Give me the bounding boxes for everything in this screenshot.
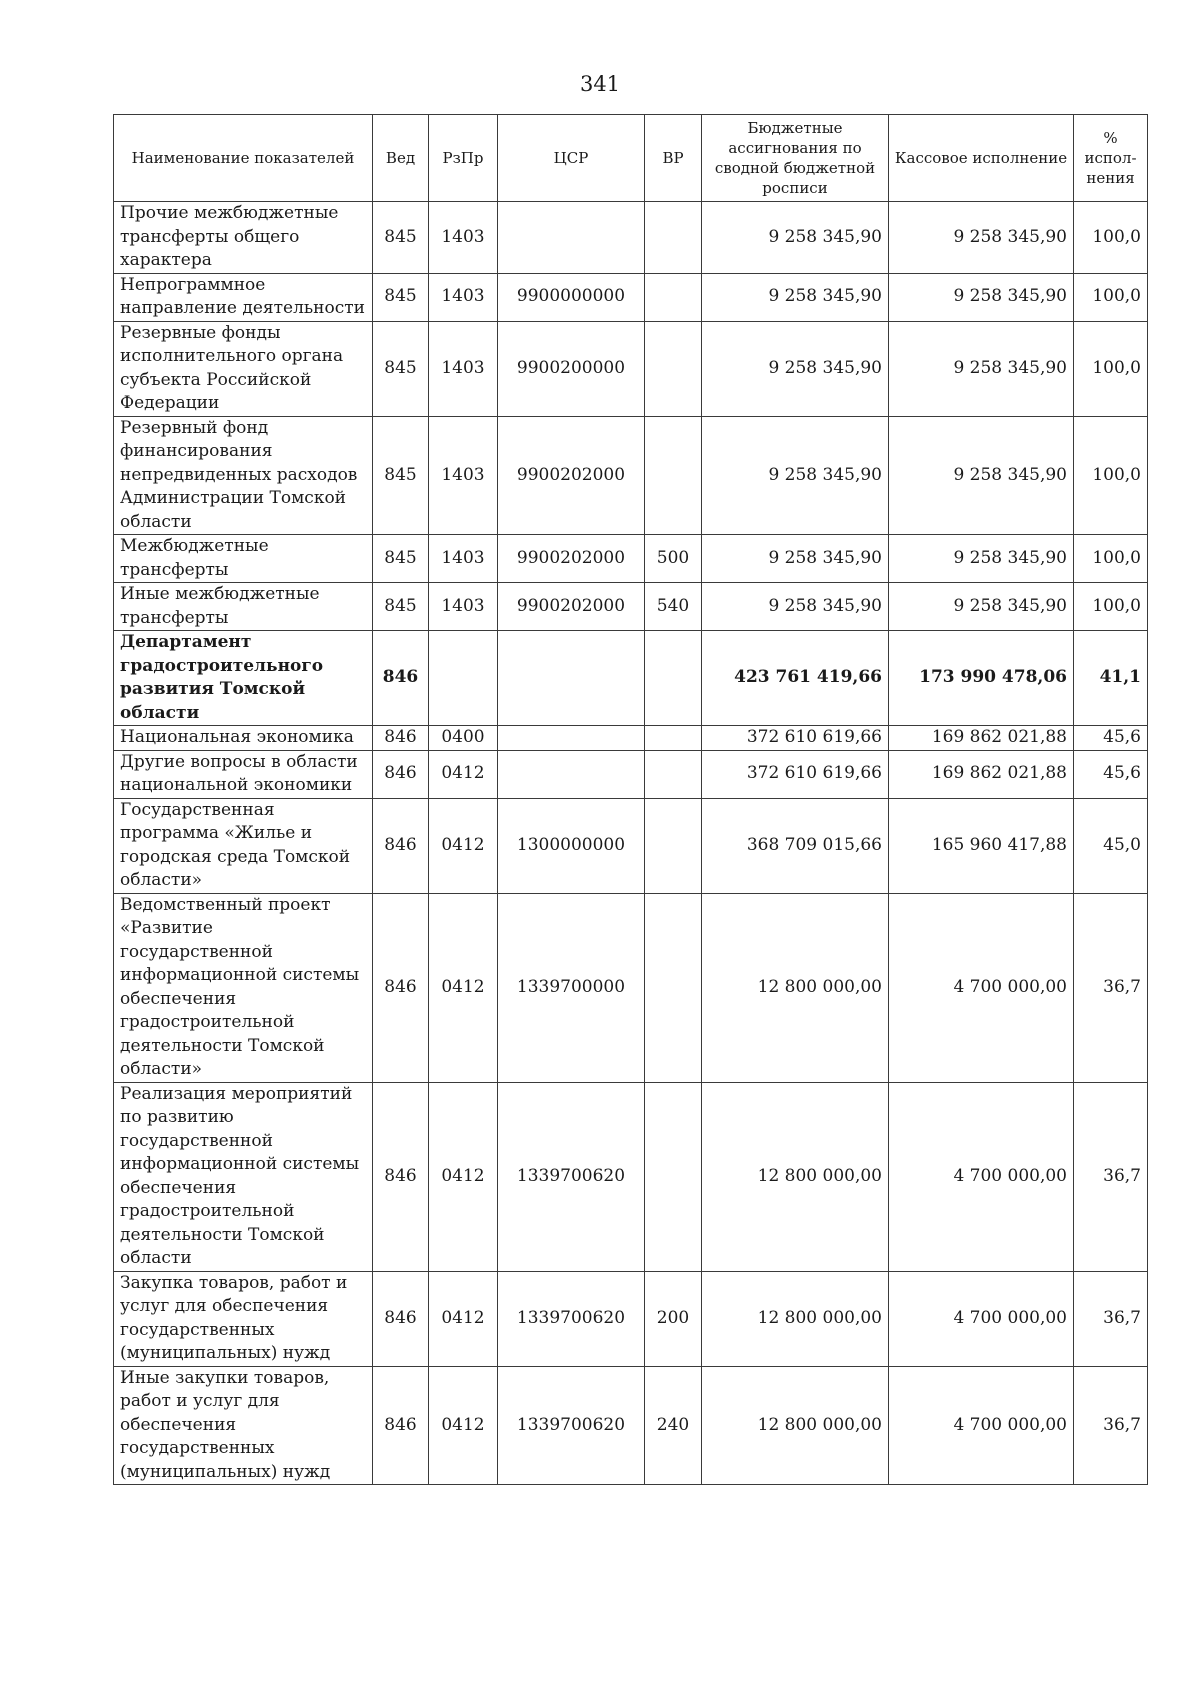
cell-percent: 100,0 — [1074, 416, 1148, 535]
cell-ved: 845 — [373, 416, 429, 535]
cell-rzpr: 1403 — [429, 202, 498, 274]
cell-vr — [645, 750, 702, 798]
cell-name: Прочие межбюджетные трансферты общего характера — [114, 202, 373, 274]
cell-rzpr: 0412 — [429, 1271, 498, 1366]
cell-assignments: 12 800 000,00 — [702, 893, 889, 1082]
table-row — [114, 1082, 1148, 1271]
cell-csr: 1339700620 — [498, 1082, 645, 1271]
cell-percent: 36,7 — [1074, 893, 1148, 1082]
cell-rzpr: 1403 — [429, 416, 498, 535]
table-row — [114, 1271, 1148, 1366]
cell-rzpr — [429, 631, 498, 726]
cell-vr: 500 — [645, 535, 702, 583]
cell-ved: 846 — [373, 1366, 429, 1485]
cell-cash: 165 960 417,88 — [889, 798, 1074, 893]
cell-assignments: 9 258 345,90 — [702, 273, 889, 321]
table-row — [114, 893, 1148, 1082]
cell-assignments: 12 800 000,00 — [702, 1082, 889, 1271]
cell-vr: 240 — [645, 1366, 702, 1485]
cell-csr: 1339700620 — [498, 1271, 645, 1366]
cell-ved: 846 — [373, 893, 429, 1082]
cell-percent: 100,0 — [1074, 321, 1148, 416]
header-ved: Вед — [373, 115, 429, 202]
table-row — [114, 750, 1148, 798]
cell-cash: 169 862 021,88 — [889, 750, 1074, 798]
cell-name: Другие вопросы в области национальной экономики — [114, 750, 373, 798]
cell-name: Резервные фонды исполнительного органа субъекта Российской Федерации — [114, 321, 373, 416]
cell-rzpr: 0412 — [429, 1082, 498, 1271]
cell-rzpr: 1403 — [429, 273, 498, 321]
cell-ved: 845 — [373, 583, 429, 631]
budget-table — [113, 114, 1148, 1485]
cell-rzpr: 0412 — [429, 798, 498, 893]
cell-name: Государственная программа «Жилье и городская среда Томской области» — [114, 798, 373, 893]
cell-ved: 845 — [373, 535, 429, 583]
cell-percent: 36,7 — [1074, 1366, 1148, 1485]
cell-percent: 45,6 — [1074, 726, 1148, 751]
cell-vr — [645, 893, 702, 1082]
cell-cash: 9 258 345,90 — [889, 535, 1074, 583]
cell-vr — [645, 726, 702, 751]
cell-rzpr: 1403 — [429, 321, 498, 416]
cell-assignments: 12 800 000,00 — [702, 1366, 889, 1485]
cell-csr: 1339700000 — [498, 893, 645, 1082]
table-row — [114, 1366, 1148, 1485]
cell-ved: 845 — [373, 273, 429, 321]
cell-name: Иные межбюджетные трансферты — [114, 583, 373, 631]
cell-assignments: 9 258 345,90 — [702, 535, 889, 583]
cell-cash: 4 700 000,00 — [889, 893, 1074, 1082]
cell-ved: 846 — [373, 1082, 429, 1271]
cell-cash: 9 258 345,90 — [889, 273, 1074, 321]
cell-rzpr: 1403 — [429, 583, 498, 631]
cell-ved: 846 — [373, 1271, 429, 1366]
cell-csr — [498, 202, 645, 274]
cell-ved: 846 — [373, 798, 429, 893]
cell-cash: 9 258 345,90 — [889, 416, 1074, 535]
cell-ved: 846 — [373, 631, 429, 726]
cell-csr: 9900000000 — [498, 273, 645, 321]
cell-cash: 9 258 345,90 — [889, 583, 1074, 631]
table-row — [114, 631, 1148, 726]
cell-percent: 100,0 — [1074, 583, 1148, 631]
cell-vr — [645, 631, 702, 726]
page-number: 341 — [579, 72, 621, 96]
header-row — [114, 115, 1148, 202]
cell-vr: 200 — [645, 1271, 702, 1366]
cell-percent: 100,0 — [1074, 273, 1148, 321]
cell-cash: 4 700 000,00 — [889, 1082, 1074, 1271]
cell-cash: 4 700 000,00 — [889, 1271, 1074, 1366]
cell-vr — [645, 1082, 702, 1271]
header-assignments: Бюджетные ассигнования по сводной бюджетной росписи — [702, 115, 889, 202]
header-rzpr: РзПр — [429, 115, 498, 202]
cell-vr: 540 — [645, 583, 702, 631]
cell-cash: 9 258 345,90 — [889, 202, 1074, 274]
table-row — [114, 202, 1148, 274]
cell-name: Ведомственный проект «Развитие государственной информационной системы обеспечения градостроительной деятельности Томской области» — [114, 893, 373, 1082]
cell-name: Департамент градостроительного развития Томской области — [114, 631, 373, 726]
cell-csr: 1300000000 — [498, 798, 645, 893]
cell-vr — [645, 202, 702, 274]
cell-csr: 1339700620 — [498, 1366, 645, 1485]
cell-ved: 846 — [373, 726, 429, 751]
cell-assignments: 372 610 619,66 — [702, 726, 889, 751]
cell-assignments: 368 709 015,66 — [702, 798, 889, 893]
cell-assignments: 9 258 345,90 — [702, 321, 889, 416]
cell-assignments: 9 258 345,90 — [702, 416, 889, 535]
cell-vr — [645, 321, 702, 416]
header-cash: Кассовое исполнение — [889, 115, 1074, 202]
cell-name: Резервный фонд финансирования непредвиденных расходов Администрации Томской области — [114, 416, 373, 535]
cell-assignments: 423 761 419,66 — [702, 631, 889, 726]
cell-name: Иные закупки товаров, работ и услуг для обеспечения государственных (муниципальных) нужд — [114, 1366, 373, 1485]
cell-cash: 9 258 345,90 — [889, 321, 1074, 416]
cell-name: Межбюджетные трансферты — [114, 535, 373, 583]
cell-rzpr: 0400 — [429, 726, 498, 751]
cell-name: Непрограммное направление деятельности — [114, 273, 373, 321]
cell-percent: 45,0 — [1074, 798, 1148, 893]
cell-rzpr: 1403 — [429, 535, 498, 583]
cell-cash: 169 862 021,88 — [889, 726, 1074, 751]
table-header — [114, 115, 1148, 202]
cell-ved: 845 — [373, 202, 429, 274]
cell-name: Реализация мероприятий по развитию государственной информационной системы обеспечения градостроительной деятельности Томской области — [114, 1082, 373, 1271]
cell-percent: 36,7 — [1074, 1271, 1148, 1366]
cell-csr — [498, 726, 645, 751]
cell-ved: 846 — [373, 750, 429, 798]
table-row — [114, 583, 1148, 631]
cell-percent: 45,6 — [1074, 750, 1148, 798]
cell-name: Национальная экономика — [114, 726, 373, 751]
table-row — [114, 416, 1148, 535]
cell-rzpr: 0412 — [429, 750, 498, 798]
cell-rzpr: 0412 — [429, 893, 498, 1082]
cell-vr — [645, 416, 702, 535]
cell-vr — [645, 273, 702, 321]
cell-cash: 4 700 000,00 — [889, 1366, 1074, 1485]
cell-assignments: 12 800 000,00 — [702, 1271, 889, 1366]
cell-ved: 845 — [373, 321, 429, 416]
cell-csr — [498, 631, 645, 726]
cell-percent: 100,0 — [1074, 535, 1148, 583]
cell-percent: 36,7 — [1074, 1082, 1148, 1271]
table-row — [114, 273, 1148, 321]
cell-name: Закупка товаров, работ и услуг для обеспечения государственных (муниципальных) нужд — [114, 1271, 373, 1366]
cell-csr: 9900200000 — [498, 321, 645, 416]
cell-csr — [498, 750, 645, 798]
cell-assignments: 372 610 619,66 — [702, 750, 889, 798]
cell-cash: 173 990 478,06 — [889, 631, 1074, 726]
cell-percent: 41,1 — [1074, 631, 1148, 726]
header-csr: ЦСР — [498, 115, 645, 202]
cell-csr: 9900202000 — [498, 416, 645, 535]
cell-csr: 9900202000 — [498, 583, 645, 631]
table-row — [114, 321, 1148, 416]
cell-assignments: 9 258 345,90 — [702, 202, 889, 274]
header-percent: % испол-нения — [1074, 115, 1148, 202]
cell-percent: 100,0 — [1074, 202, 1148, 274]
table-row — [114, 535, 1148, 583]
table-row — [114, 798, 1148, 893]
cell-vr — [645, 798, 702, 893]
cell-rzpr: 0412 — [429, 1366, 498, 1485]
header-name: Наименование показателей — [114, 115, 373, 202]
header-vr: ВР — [645, 115, 702, 202]
table-body — [114, 202, 1148, 1485]
table-row — [114, 726, 1148, 751]
cell-csr: 9900202000 — [498, 535, 645, 583]
cell-assignments: 9 258 345,90 — [702, 583, 889, 631]
